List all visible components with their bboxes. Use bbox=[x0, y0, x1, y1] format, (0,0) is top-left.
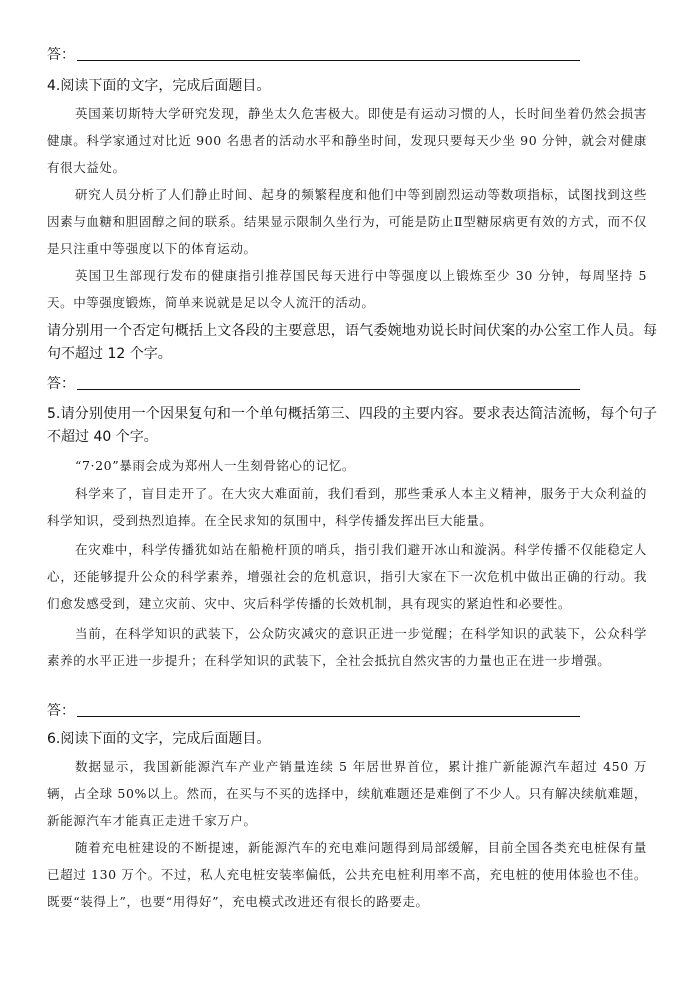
question-6-title: 6.阅读下面的文字，完成后面题目。 bbox=[47, 731, 271, 747]
q6-paragraph-1: 数据显示，我国新能源汽车产业产销量连续 5 年居世界首位，累计推广新能源汽车超过 450 万辆，占全球 50%以上。然而，在买与不买的选择中，续航难题还是难倒了不少人。只有解决续航难题，新能源汽车才能真正走进千家万户。 bbox=[47, 759, 647, 828]
q4-paragraph-3: 英国卫生部现行发布的健康指引推荐国民每天进行中等强度以上锻炼至少 30 分钟，每周坚持 5 天。中等强度锻炼，简单来说就是足以令人流汗的活动。 bbox=[47, 268, 647, 310]
answer-label: 答： bbox=[47, 703, 75, 719]
answer-line-q4[interactable] bbox=[47, 373, 75, 395]
q5-paragraph-2: 科学来了，盲目走开了。在大灾大难面前，我们看到，那些秉承人本主义精神，服务于大众利益的科学知识，受到热烈追捧。在全民求知的氛围中，科学传播发挥出巨大能量。 bbox=[47, 486, 647, 528]
answer-line-top[interactable] bbox=[47, 44, 75, 66]
answer-line-q5[interactable] bbox=[47, 700, 75, 722]
q4-paragraph-1: 英国莱切斯特大学研究发现，静坐太久危害极大。即使是有运动习惯的人，长时间坐着仍然会损害健康。科学家通过对比近 900 名患者的活动水平和静坐时间，发现只要每天少坐 90 分钟，就会对健康有很大益处。 bbox=[47, 106, 647, 175]
answer-label: 答： bbox=[47, 376, 75, 392]
answer-rule bbox=[77, 389, 580, 390]
q5-paragraph-3: 在灾难中，科学传播犹如站在船桅杆顶的哨兵，指引我们避开冰山和漩涡。科学传播不仅能稳定人心，还能够提升公众的科学素养，增强社会的危机意识，指引大家在下一次危机中做出正确的行动。我们愈发感受到，建立灾前、灾中、灾后科学传播的长效机制，具有现实的紧迫性和必要性。 bbox=[47, 542, 647, 611]
q5-paragraph-1: “7·20”暴雨会成为郑州人一生刻骨铭心的记忆。 bbox=[75, 458, 356, 473]
q6-paragraph-2: 随着充电桩建设的不断提速，新能源汽车的充电难问题得到局部缓解，目前全国各类充电桩保有量已超过 130 万个。不过，私人充电桩安装率偏低，公共充电桩利用率不高，充电桩的使用体验也不佳。既要“装得上”，也要“用得好”，充电模式改进还有很长的路要走。 bbox=[47, 840, 647, 909]
question-4-title: 4.阅读下面的文字，完成后面题目。 bbox=[47, 78, 271, 94]
answer-rule bbox=[77, 716, 580, 717]
answer-rule bbox=[77, 60, 580, 61]
question-4-prompt: 请分别用一个否定句概括上文各段的主要意思，语气委婉地劝说长时间伏案的办公室工作人员。每句不超过 12 个字。 bbox=[47, 323, 657, 362]
q5-paragraph-4: 当前，在科学知识的武装下，公众防灾减灾的意识正进一步觉醒；在科学知识的武装下，公众科学素养的水平正进一步提升；在科学知识的武装下，全社会抵抗自然灾害的力量也正在进一步增强。 bbox=[47, 626, 647, 668]
answer-label: 答： bbox=[47, 47, 75, 63]
q4-paragraph-2: 研究人员分析了人们静止时间、起身的频繁程度和他们中等到剧烈运动等数项指标，试图找到这些因素与血糖和胆固醇之间的联系。结果显示限制久坐行为，可能是防止Ⅱ型糖尿病更有效的方式，而不仅是只注重中等强度以下的体育运动。 bbox=[47, 187, 647, 256]
question-5-prompt: 5.请分别使用一个因果复句和一个单句概括第三、四段的主要内容。要求表达简洁流畅，每个句子不超过 40 个字。 bbox=[47, 406, 657, 445]
